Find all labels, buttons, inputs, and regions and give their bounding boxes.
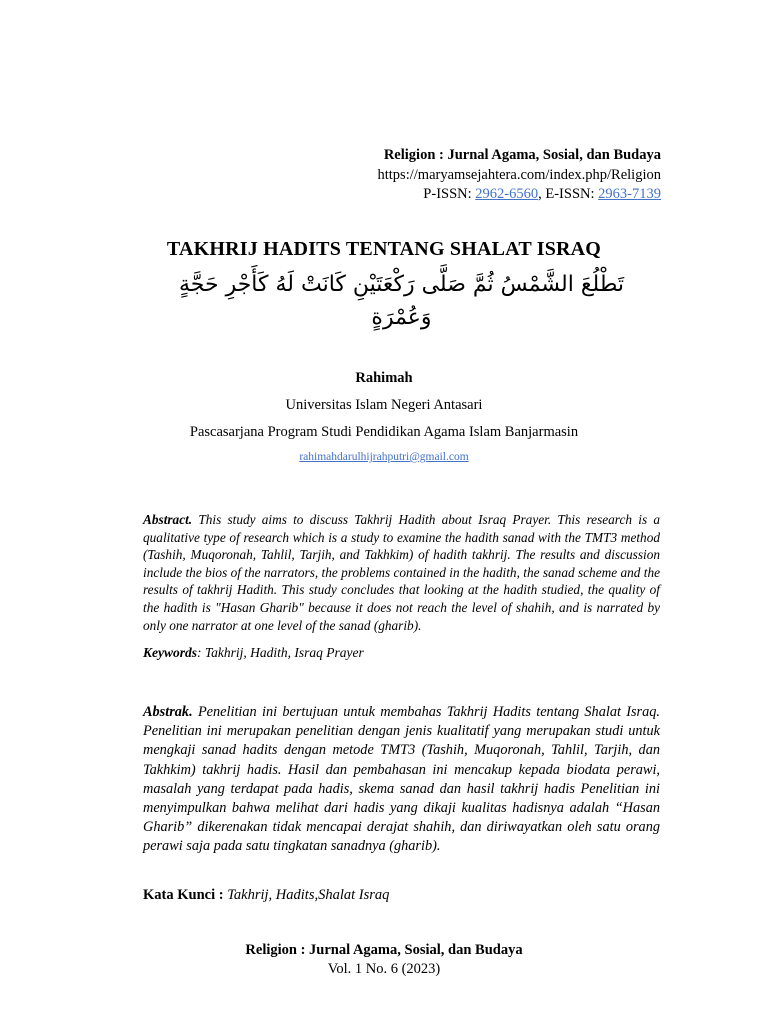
abstract-en-text: This study aims to discuss Takhrij Hadith about Israq Prayer. This research is a qualitative type of research which is a study to examine the hadith sanad with the TMT3 method (Tashih, Muqoronah, Tahlil, Tarjih, and Takhkim) of hadith takhrij. The results and discussion include the bios of the narrators, the problems contained in the hadith, the sanad scheme and the results of takhrij Hadith. This study concludes that looking at the hadith studied, the quality of the hadith is "Hasan Gharib" because it does not reach the level of shahih, and is narrated by only one narrator at one level of the sanad (gharib). xyxy=(143,512,660,633)
abstract-id-label: Abstrak. xyxy=(143,704,193,720)
abstract-indonesian xyxy=(143,703,660,857)
keywords-en-text: : Takhrij, Hadith, Israq Prayer xyxy=(197,645,364,660)
author-affiliation: Universitas Islam Negeri Antasari xyxy=(285,397,483,413)
journal-header xyxy=(378,146,662,205)
journal-url: https://maryamsejahtera.com/index.php/Religion xyxy=(377,166,661,183)
footer-volume: Vol. 1 No. 6 (2023) xyxy=(327,961,441,977)
footer-journal-name: Religion : Jurnal Agama, Sosial, dan Budaya xyxy=(245,942,523,958)
abstract-id-text: Penelitian ini bertujuan untuk membahas Takhrij Hadits tentang Shalat Israq. Penelitian ini merupakan penelitian dengan jenis kualitatif yang merupakan studi untuk mengkaji sanad hadits dengan metode TMT3 (Tashih, Muqoronah, Tahlil, Tarjih, dan Takhkim) takhrij hadis. Hasil dan pembahasan ini mencakup kepada biodata perawi, masalah yang terdapat pada hadis, skema sanad dan hasil takhrij hadis Penelitian ini menyimpulkan bahwa melihat dari hadis yang dikaji kualitas hadisnya adalah “Hasan Gharib” dikerenakan tidak mencapai derajat shahih, dan diriwayatkan oleh satu orang perawi saja pada satu tingkatan sanadnya (gharib). xyxy=(143,704,660,855)
pissn-label: P-ISSN: xyxy=(423,186,476,202)
issn-separator: , xyxy=(538,186,546,202)
keywords-en-label: Keywords xyxy=(143,645,197,660)
author-block xyxy=(0,370,768,463)
keywords-id-text: Takhrij, Hadits,Shalat Israq xyxy=(227,887,390,903)
abstract-english xyxy=(143,511,660,634)
journal-name: Religion : Jurnal Agama, Sosial, dan Budaya xyxy=(383,147,661,163)
abstract-en-label: Abstract. xyxy=(143,512,193,527)
paper-title: TAKHRIJ HADITS TENTANG SHALAT ISRAQ xyxy=(166,238,602,260)
eissn-link[interactable]: 2963-7139 xyxy=(598,186,661,202)
author-email-link[interactable]: rahimahdarulhijrahputri@gmail.com xyxy=(299,451,469,463)
author-name: Rahimah xyxy=(355,370,413,386)
keywords-english xyxy=(143,645,660,661)
journal-footer xyxy=(0,941,768,979)
pissn-link[interactable]: 2962-6560 xyxy=(475,186,539,202)
arabic-hadith-text: تَطْلُعَ الشَّمْسُ ثُمَّ صَلَّى رَكْعَتَيْنِ كَانَتْ لَهُ كَأَجْرِ حَجَّةٍ وَعُمْرَةٍ xyxy=(178,272,625,330)
author-program: Pascasarjana Program Studi Pendidikan Agama Islam Banjarmasin xyxy=(189,424,579,440)
keywords-indonesian xyxy=(143,887,660,904)
keywords-id-label: Kata Kunci : xyxy=(143,887,228,903)
eissn-label: E-ISSN: xyxy=(545,186,599,202)
issn-line xyxy=(378,185,662,205)
